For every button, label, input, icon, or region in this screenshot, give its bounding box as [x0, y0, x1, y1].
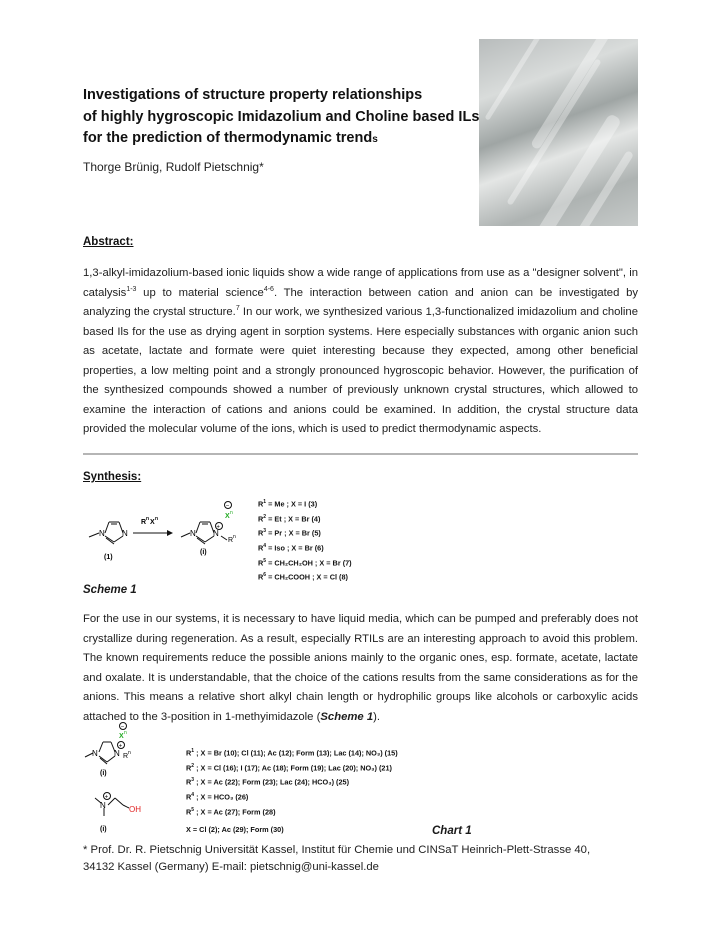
atom-n-left: N	[99, 529, 105, 538]
scheme-r-item: $R^2 = Et$ ; X = Br (4)	[258, 513, 321, 524]
reagent-r: R	[141, 519, 147, 526]
choline-oh: OH	[129, 805, 141, 814]
chart-atom-n-left: N	[92, 749, 98, 758]
choline-anion-line: X = Cl (2); Ac (29); Form (30)	[186, 825, 284, 834]
atom-n-right: N	[122, 529, 128, 538]
chart-r-list	[186, 745, 398, 818]
chart-atom-n-right: N	[114, 749, 120, 758]
scheme-r-item: $R^3 = Pr$ ; X = Br (5)	[258, 528, 321, 538]
section-divider	[83, 453, 638, 455]
chart-r-item: $R^2$ ; X = Cl (16); I (17); Ac (18); Form (19); Lac (20); NO₃) (21)	[186, 762, 392, 773]
choline-atom-n: N	[100, 801, 106, 810]
imidazolium-product-structure	[181, 502, 232, 545]
scheme-reference: Scheme 1	[320, 710, 374, 723]
synthesis-paragraph-text: For the use in our systems, it is necessary to have liquid media, which can be pumped and preferably does not crystallize during regeneration. As a result, especially RTILs are an interesting approach to avoid this problem. The known requirements reduce the possible anions mainly to the organic ones, esp. formate, acetate, lactate and oxalate. It is understandable, that the choice of the cations results from the same considerations as for the anions. This means a relative short alkyl chain length or hydrophilic groups like alcohols or carboxylic acids attached to the 3-position in 1-methyimidazole (	[83, 613, 638, 723]
scheme-r-item: $R^1 = Me$ ; X = I (3)	[258, 499, 318, 509]
substituent-r: R	[228, 537, 234, 544]
abstract-part-2: up to material science	[136, 286, 264, 299]
synthesis-paragraph-end: ).	[373, 710, 381, 723]
product-atom-n-left: N	[190, 529, 196, 538]
author-footnote	[83, 842, 638, 876]
abstract-part-4: In our work, we synthesized various 1,3-functionalized imidazolium and choline based Ils for the use as drying agent in sorption systems. Here especially substances with organic anion such as acetate, lactate and formate were quiet interesting because they expected, among other beneficial properties, a low melting point and a strongly pronounced hygroscopic behavior. However, the purification of the synthesized compounds showed a number of previously unknown crystal structures, which allowed to examine the interaction of cations and anions could be examined. In addition, the crystal structure data provided the molecular volume of the ions, which is used to predict thermodynamic aspects.	[83, 306, 638, 435]
citation-2: 4-6	[263, 285, 274, 293]
choline-plus: +	[104, 794, 109, 801]
reagent-n2: n	[155, 516, 159, 522]
citation-3: 7	[235, 305, 240, 313]
synthesis-paragraph	[83, 610, 638, 727]
chart-r-item: $R^4$ ; X = HCO₃ (26)	[186, 791, 249, 802]
chart-label-i-choline: (i)	[100, 826, 107, 833]
scheme-1-structures	[83, 490, 263, 575]
methylimidazole-structure	[89, 522, 123, 544]
anion-minus-sign: −	[225, 503, 230, 510]
chart-1-structures	[83, 718, 183, 838]
reagent-n1: n	[146, 516, 150, 522]
chart-r-item: $R^1$ ; X = Br (10); Cl (11); Ac (12); Form (13); Lac (14); NO₃) (15)	[186, 748, 398, 758]
paper-title	[83, 85, 483, 151]
reagent-x: X	[150, 519, 155, 526]
product-label-i: (i)	[200, 549, 207, 556]
title-line-3	[83, 128, 483, 151]
title-line-3-main: for the prediction of thermodynamic trend	[83, 130, 373, 146]
scheme-r-item: $R^4$ = Iso ; X = Br (6)	[258, 542, 324, 553]
compound-label-1: (1)	[104, 554, 113, 561]
reaction-arrow	[133, 530, 173, 536]
footnote-line-1: * Prof. Dr. R. Pietschnig Universität Kassel, Institut für Chemie und CINSaT Heinrich-Plett-Strasse 40,	[83, 844, 591, 856]
header-photo	[479, 39, 638, 226]
footnote-line-2: 34132 Kassel (Germany) E-mail: pietschnig@uni-kassel.de	[83, 861, 379, 873]
chart-substituent-n: n	[128, 750, 131, 756]
chart-substituent-r: R	[123, 753, 129, 760]
citation-1: 1-3	[126, 285, 137, 293]
chart-anion-x: X	[119, 733, 124, 740]
chart-cation-plus: +	[118, 743, 123, 750]
scheme-r-item: $R^5 = CH_2CH_2OH$ ; X = Br (7)	[258, 557, 352, 567]
anion-x: X	[225, 513, 230, 520]
chart-label-i-imidazolium: (i)	[100, 770, 107, 777]
abstract-part-3: . The interaction between cation and anion can be investigated by analyzing the crystal structure.	[83, 286, 638, 318]
authors: Thorge Brünig, Rudolf Pietschnig*	[83, 160, 264, 174]
scheme-r-list	[258, 496, 352, 584]
chart-imidazolium-structure	[85, 742, 115, 764]
abstract-heading: Abstract:	[83, 236, 134, 248]
chart-anion-minus: −	[120, 724, 125, 731]
product-atom-n-right: N	[213, 529, 219, 538]
title-line-3-small: s	[372, 134, 378, 145]
title-line-2: of highly hygroscopic Imidazolium and Choline based ILs	[83, 108, 480, 125]
cation-plus-sign: +	[216, 524, 220, 531]
chart-r-item: $R^5$ ; X = Ac (27); Form (28)	[186, 806, 276, 816]
chart-anion-n: n	[124, 730, 127, 736]
title-line-1: Investigations of structure property relationships	[83, 87, 423, 103]
chart-r-item: $R^3$ ; X = Ac (22); Form (23); Lac (24); HCO₃) (25)	[186, 777, 350, 787]
scheme-r-item: $R^6$ = CH₂COOH ; X = Cl (8)	[258, 572, 348, 582]
abstract-text	[83, 264, 638, 440]
substituent-n: n	[233, 534, 236, 540]
abstract-part-1: 1,3-alkyl-imidazolium-based ionic liquids show a wide range of applications from use as a "designer solvent", in catalysis	[83, 267, 638, 299]
synthesis-heading: Synthesis:	[83, 471, 142, 483]
chart-1-label: Chart 1	[432, 825, 472, 837]
scheme-1-label: Scheme 1	[83, 584, 137, 596]
anion-n: n	[230, 510, 233, 516]
